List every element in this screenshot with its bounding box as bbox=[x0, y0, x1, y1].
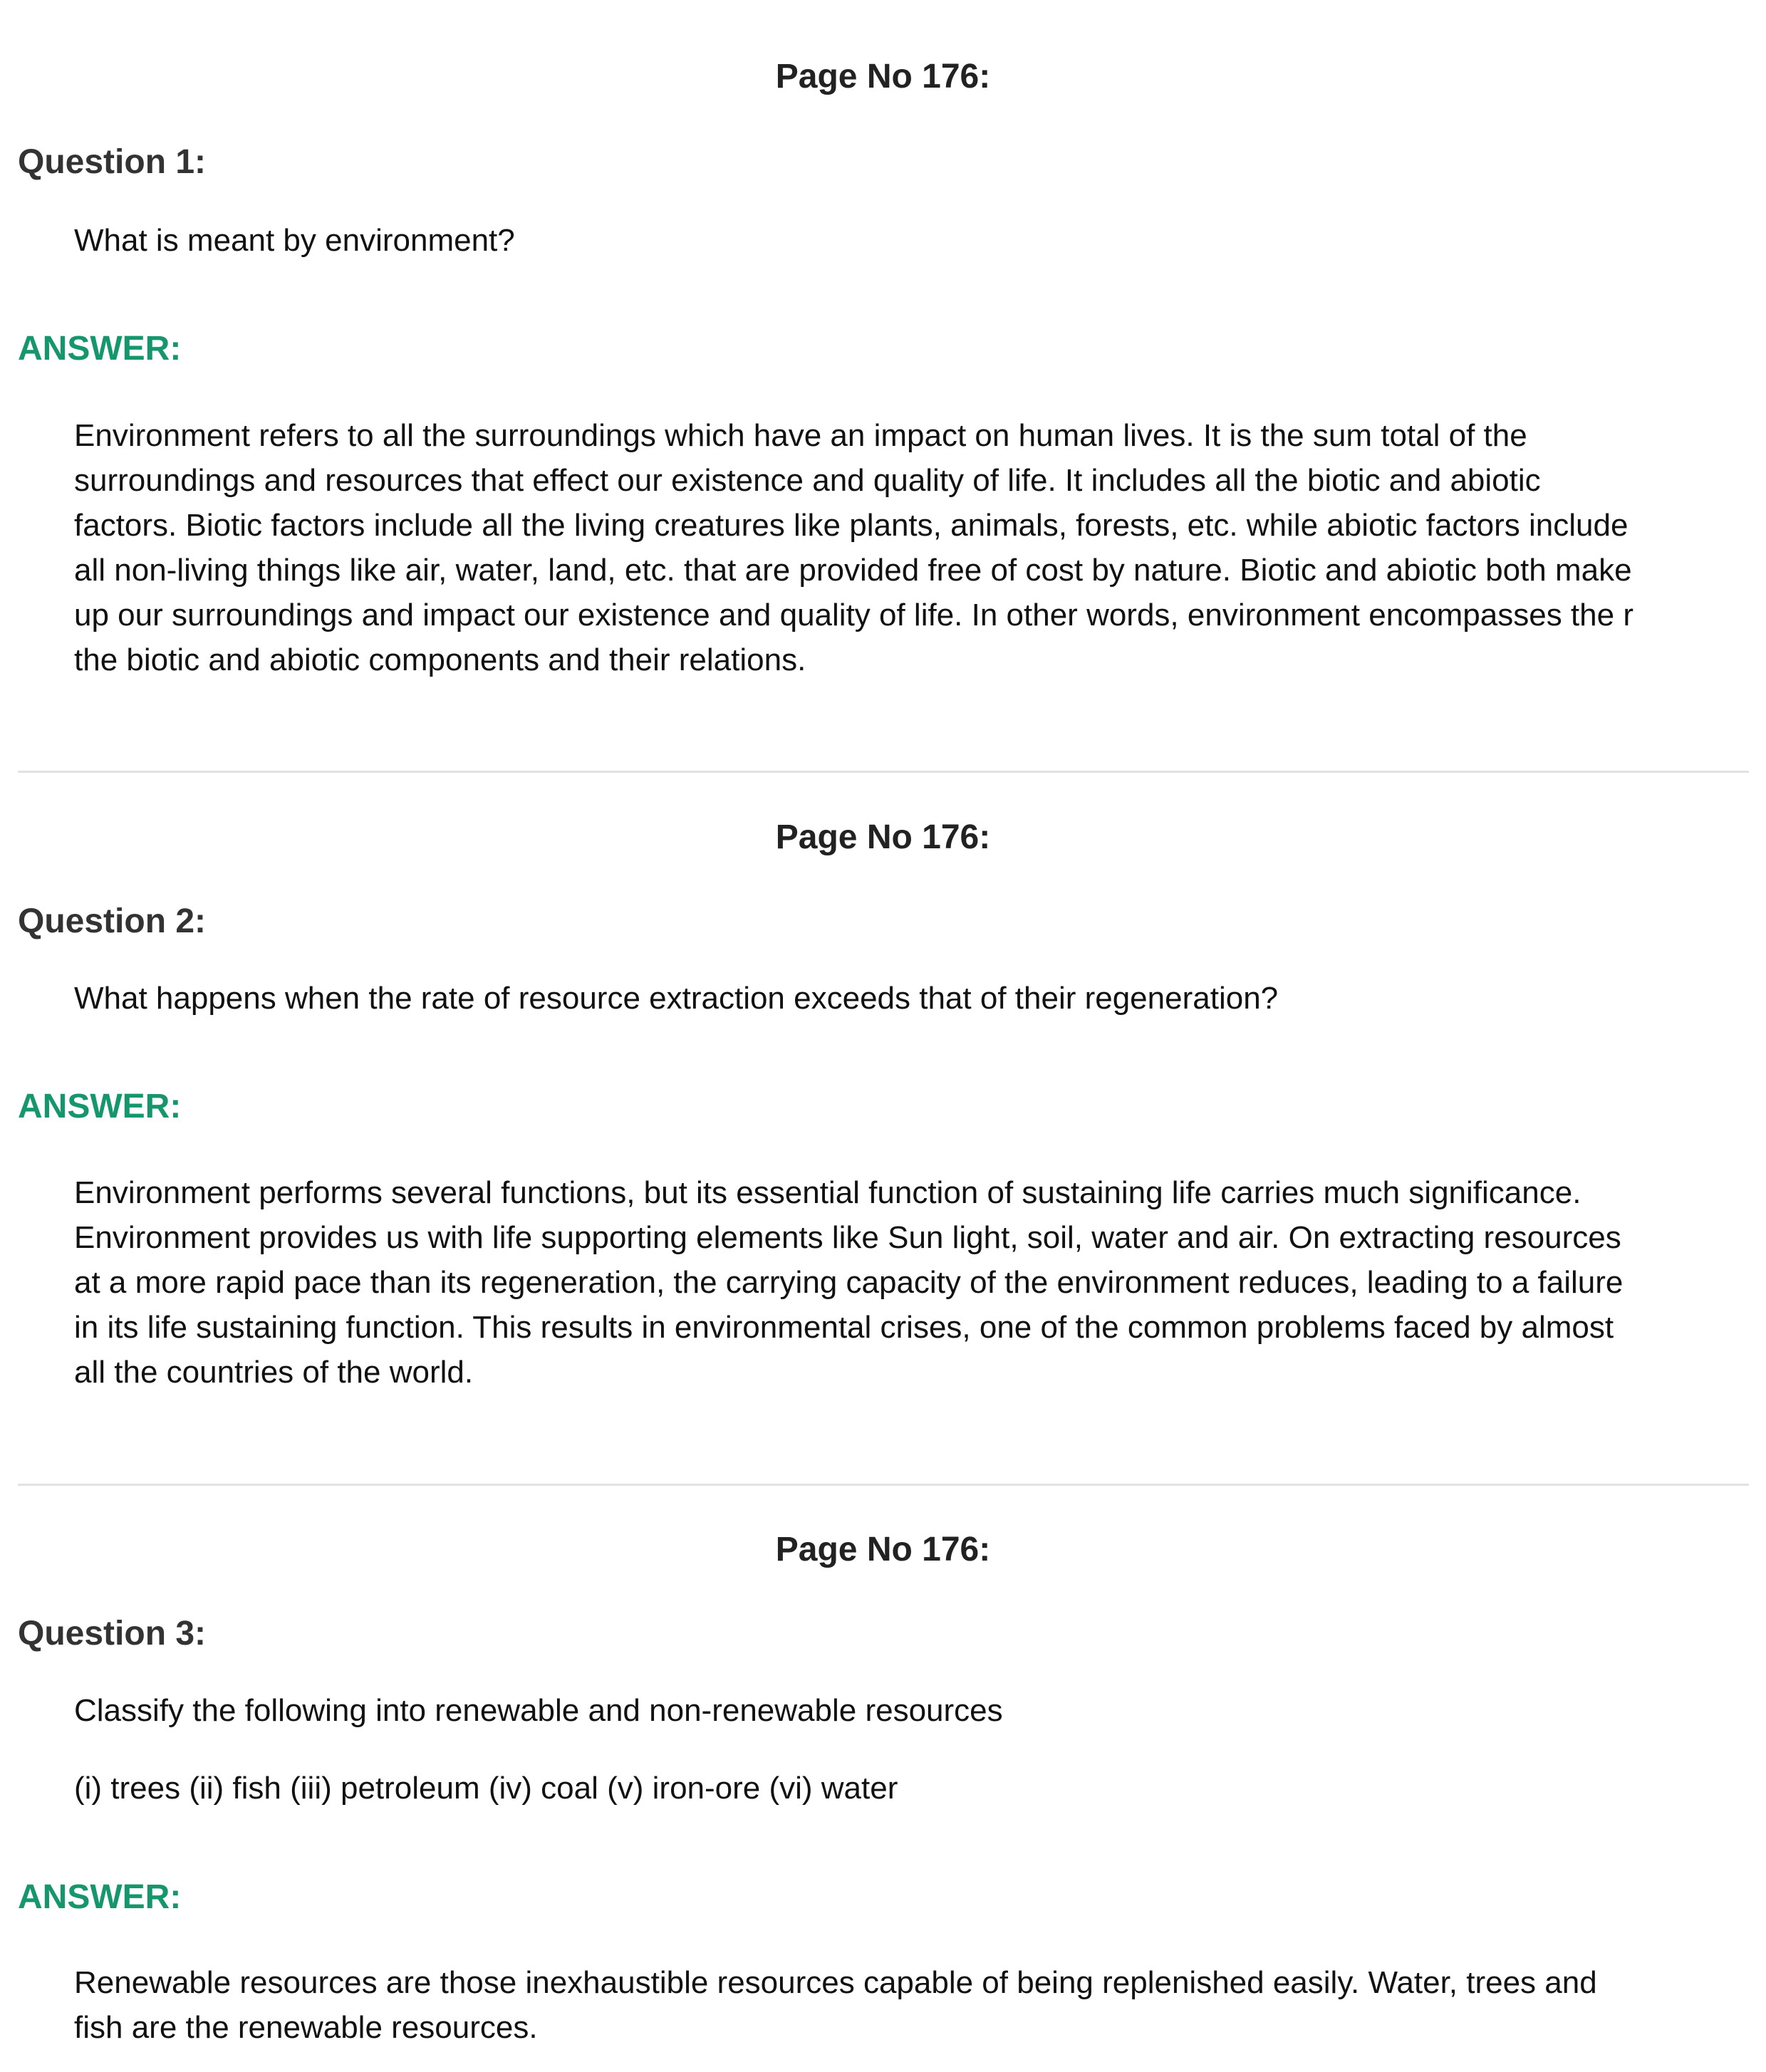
question-line: (i) trees (ii) fish (iii) petroleum (iv) coal (v) iron-ore (vi) water bbox=[74, 1771, 898, 1806]
answer-label: ANSWER: bbox=[18, 1088, 182, 1125]
answer-text bbox=[74, 1170, 1747, 1395]
answer-line: Renewable resources are those inexhaustible resources capable of being replenished easily. Water, trees and bbox=[74, 1965, 1597, 2000]
answer-line: Environment refers to all the surroundings which have an impact on human lives. It is the sum total of the bbox=[74, 418, 1527, 453]
page-number-heading: Page No 176: bbox=[775, 1531, 991, 1568]
answer-line: factors. Biotic factors include all the living creatures like plants, animals, forests, etc. while abiotic factors include bbox=[74, 508, 1629, 543]
page-number-heading: Page No 176: bbox=[775, 58, 991, 95]
question-text bbox=[74, 221, 1741, 261]
answer-text bbox=[74, 1960, 1747, 2050]
answer-line: all the countries of the world. bbox=[74, 1355, 474, 1390]
question-options bbox=[74, 1769, 1741, 1808]
question-line: What is meant by environment? bbox=[74, 223, 515, 258]
question-text bbox=[74, 979, 1741, 1019]
answer-text bbox=[74, 413, 1747, 682]
section-divider bbox=[18, 771, 1749, 773]
answer-line: fish are the renewable resources. bbox=[74, 2010, 538, 2045]
question-title: Question 2: bbox=[18, 902, 207, 940]
question-title: Question 3: bbox=[18, 1615, 207, 1652]
answer-line: all non-living things like air, water, land, etc. that are provided free of cost by nature. Biotic and abiotic both make bbox=[74, 553, 1632, 588]
page-number-heading: Page No 176: bbox=[775, 818, 991, 856]
answer-line: at a more rapid pace than its regeneration, the carrying capacity of the environment reduces, leading to a failure bbox=[74, 1265, 1624, 1300]
question-title: Question 1: bbox=[18, 143, 207, 181]
answer-line: Environment provides us with life supporting elements like Sun light, soil, water and air. On extracting resources bbox=[74, 1220, 1621, 1255]
answer-line: the biotic and abiotic components and their relations. bbox=[74, 642, 806, 677]
section-divider bbox=[18, 1484, 1749, 1486]
question-line: Classify the following into renewable and non-renewable resources bbox=[74, 1693, 1003, 1728]
answer-label: ANSWER: bbox=[18, 330, 182, 368]
answer-line: surroundings and resources that effect our existence and quality of life. It includes all the biotic and abiotic bbox=[74, 463, 1541, 498]
answer-line: up our surroundings and impact our existence and quality of life. In other words, environment encompasses the r bbox=[74, 598, 1633, 632]
answer-label: ANSWER: bbox=[18, 1878, 182, 1916]
question-text bbox=[74, 1691, 1741, 1731]
answer-line: in its life sustaining function. This results in environmental crises, one of the common problems faced by almost bbox=[74, 1310, 1614, 1345]
answer-line: Environment performs several functions, but its essential function of sustaining life carries much significance. bbox=[74, 1175, 1581, 1210]
question-line: What happens when the rate of resource extraction exceeds that of their regeneration? bbox=[74, 981, 1279, 1016]
